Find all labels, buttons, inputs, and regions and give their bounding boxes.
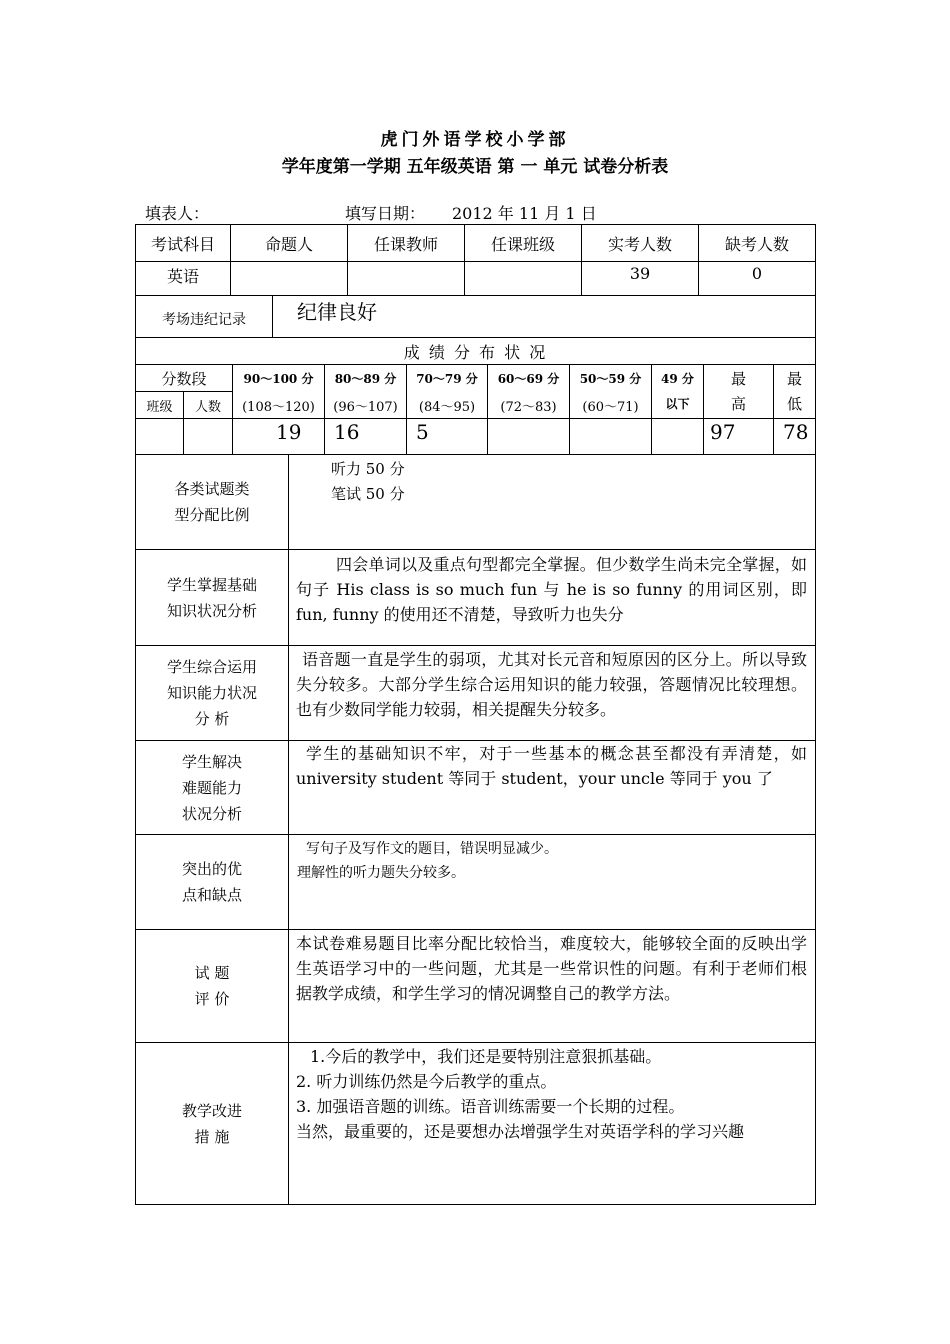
min-score: 78 (783, 420, 809, 444)
improve-line: 1.今后的教学中，我们还是要特别注意狠抓基础。 (310, 1047, 662, 1066)
ratio-label-line: 型分配比例 (174, 506, 250, 524)
count-label: 人数 (194, 399, 221, 415)
min-label: 最 (786, 369, 802, 388)
band-points: (72～83) (500, 399, 557, 415)
below49-label: 49 分 (661, 371, 694, 386)
distribution-table (135, 337, 816, 455)
pros-label-line: 突出的优 (181, 860, 242, 878)
header-class: 任课班级 (490, 234, 555, 254)
band-count: 16 (334, 420, 360, 444)
evaluation-row (135, 929, 816, 1043)
date-value: 2012 年 11 月 1 日 (452, 204, 597, 223)
min-label-2: 低 (786, 394, 802, 413)
basics-text: 四会单词以及重点句型都完全掌握。但少数学生尚未完全掌握，如句子 His class is so much fun 与 he is so funny 的用词区别，即 fun, funny 的使用还不清楚，导致听力也失分 (296, 555, 807, 624)
applied-row (135, 645, 816, 741)
evaluation-label-line: 评 价 (194, 990, 230, 1008)
ratio-line: 听力 50 分 (331, 460, 405, 478)
value-teacher (348, 262, 464, 296)
band-points: (84～95) (418, 399, 476, 415)
school-title: 虎门外语学校小学部 (380, 130, 570, 150)
band-points: (96～107) (333, 399, 398, 415)
below49-label-2: 以下 (665, 396, 690, 411)
discipline-label: 考场违纪记录 (162, 311, 246, 328)
applied-label-line: 知识能力状况 (166, 684, 257, 702)
band-count: 19 (276, 420, 302, 444)
problem-row (135, 740, 816, 835)
header-teacher: 任课教师 (373, 234, 438, 254)
value-absent: 0 (751, 264, 763, 283)
improve-label (136, 1043, 288, 1204)
pros-label (136, 835, 288, 929)
improve-text (296, 1044, 807, 1144)
improve-line: 当然，最重要的，还是要想办法增强学生对英语学科的学习兴趣 (296, 1122, 745, 1141)
ratio-label (136, 455, 288, 549)
evaluation-label-line: 试 题 (194, 964, 230, 982)
band-range: 60～69 分 (497, 371, 560, 386)
pros-text (297, 837, 558, 885)
problem-label (136, 741, 288, 834)
pros-label-line: 点和缺点 (181, 886, 242, 904)
improve-row (135, 1042, 816, 1205)
ratio-label-line: 各类试题类 (174, 480, 250, 498)
max-score: 97 (710, 420, 736, 444)
value-class (465, 262, 581, 296)
basics-label-line: 知识状况分析 (166, 601, 257, 620)
value-subject: 英语 (166, 267, 199, 286)
improve-line: 2. 听力训练仍然是今后教学的重点。 (296, 1072, 557, 1091)
ratio-line: 笔试 50 分 (331, 485, 405, 503)
pros-row (135, 834, 816, 930)
header-absent: 缺考人数 (724, 234, 789, 254)
band-range: 70～79 分 (416, 371, 478, 386)
applied-text: 语音题一直是学生的弱项，尤其对长元音和短原因的区分上。所以导致失分较多。大部分学生综合运用知识的能力较强，答题情况比较理想。也有少数同学能力较弱，相关提醒失分较多。 (296, 650, 807, 719)
band-points: (60～71) (582, 399, 639, 415)
date-label: 填写日期： (345, 204, 426, 223)
ratio-row (135, 454, 816, 550)
pros-line: 写句子及写作文的题目，错误明显减少。 (306, 841, 558, 857)
max-label-2: 高 (730, 394, 746, 413)
evaluation-text: 本试卷难易题目比率分配比较恰当，难度较大，能够较全面的反映出学生英语学习中的一些问题，尤其是一些常识性的问题。有利于老师们根据教学成绩，和学生学习的情况调整自己的教学方法。 (296, 934, 807, 1003)
class-label: 班级 (146, 399, 173, 415)
form-title: 学年度第一学期 五年级英语 第 一 单元 试卷分析表 (281, 157, 669, 177)
improve-line: 3. 加强语音题的训练。语音训练需要一个长期的过程。 (296, 1097, 685, 1116)
applied-label-line: 分 析 (194, 710, 230, 728)
value-present: 39 (629, 264, 651, 283)
band-range: 50～59 分 (579, 371, 642, 386)
ratio-text (331, 457, 405, 507)
header-subject: 考试科目 (150, 234, 215, 254)
band-points: (108～120) (242, 399, 315, 415)
distribution-title: 成 绩 分 布 状 况 (403, 342, 548, 362)
info-table (135, 224, 816, 296)
problem-label-line: 难题能力 (181, 778, 242, 797)
basics-label-line: 学生掌握基础 (166, 575, 257, 594)
band-range: 90～100 分 (243, 371, 314, 386)
problem-text: 学生的基础知识不牢，对于一些基本的概念甚至都没有弄清楚，如 university student 等同于 student，your uncle 等同于 you 了 (296, 744, 807, 788)
discipline-row (135, 295, 816, 338)
improve-label-line: 措 施 (194, 1127, 230, 1146)
filler-label: 填表人： (145, 204, 210, 223)
discipline-value: 纪律良好 (297, 300, 377, 324)
band-range: 80～89 分 (334, 371, 397, 386)
value-author (231, 262, 347, 296)
evaluation-label (136, 930, 288, 1042)
header-present: 实考人数 (607, 234, 672, 254)
band-count: 5 (416, 420, 429, 444)
max-label: 最 (730, 369, 746, 388)
score-band-label: 分数段 (161, 369, 207, 388)
basics-label (136, 550, 288, 645)
problem-label-line: 学生解决 (181, 752, 242, 771)
basics-row (135, 549, 816, 646)
pros-line: 理解性的听力题失分较多。 (297, 865, 465, 881)
applied-label (136, 646, 288, 740)
header-author: 命题人 (264, 234, 313, 254)
problem-label-line: 状况分析 (181, 804, 242, 823)
improve-label-line: 教学改进 (181, 1101, 242, 1120)
applied-label-line: 学生综合运用 (166, 658, 257, 676)
